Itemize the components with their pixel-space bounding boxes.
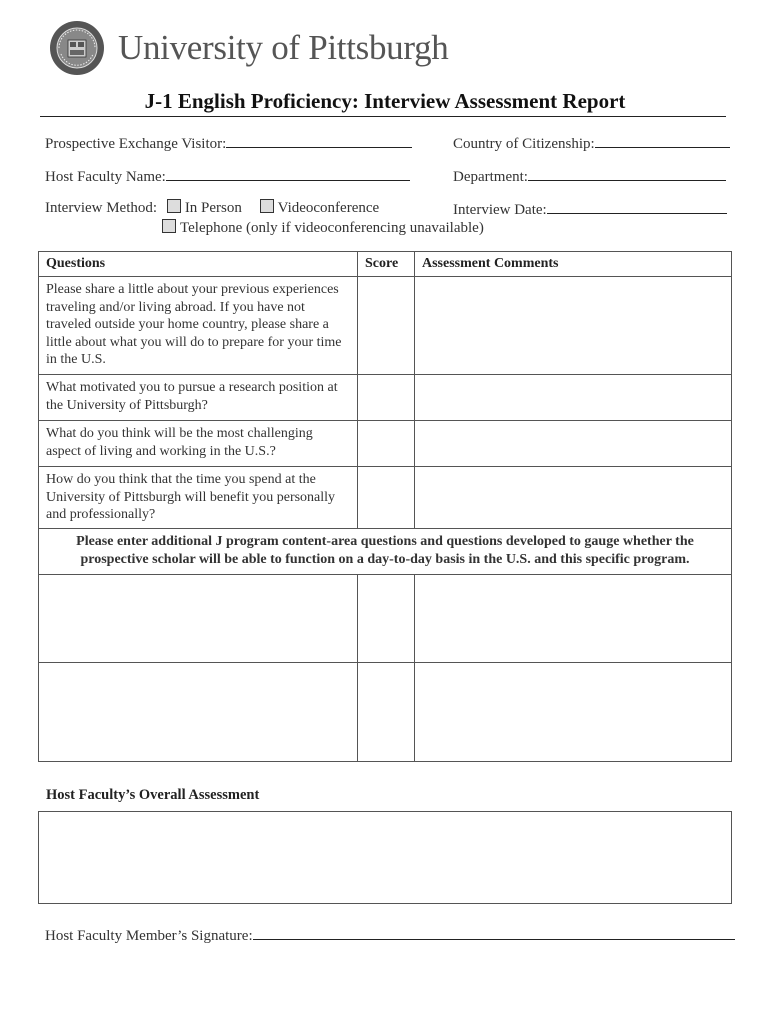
table-header-row <box>39 252 732 277</box>
country-label: Country of Citizenship: <box>453 136 595 152</box>
interview-method-label: Interview Method: <box>45 200 158 216</box>
comments-cell[interactable] <box>415 575 732 663</box>
signature-field[interactable] <box>45 925 735 945</box>
table-row <box>39 467 732 529</box>
comments-cell[interactable] <box>415 467 732 529</box>
signature-label: Host Faculty Member’s Signature: <box>45 928 253 944</box>
videoconference-checkbox[interactable] <box>260 199 274 213</box>
table-row <box>39 421 732 467</box>
score-cell[interactable] <box>358 375 415 421</box>
score-cell[interactable] <box>358 421 415 467</box>
comments-cell[interactable] <box>415 421 732 467</box>
interview-date-field[interactable] <box>453 199 727 219</box>
signature-line[interactable] <box>253 925 735 940</box>
department-label: Department: <box>453 169 528 185</box>
comments-cell[interactable] <box>415 375 732 421</box>
questions-table <box>38 251 732 762</box>
table-row <box>39 375 732 421</box>
comments-cell[interactable] <box>415 277 732 375</box>
table-row <box>39 575 732 663</box>
prospective-visitor-field[interactable] <box>45 133 412 153</box>
department-line[interactable] <box>528 166 726 181</box>
host-faculty-line[interactable] <box>166 166 410 181</box>
comments-cell[interactable] <box>415 663 732 762</box>
overall-assessment-title: Host Faculty’s Overall Assessment <box>46 787 260 803</box>
question-text: What do you think will be the most challenging aspect of living and working in the U.S.? <box>39 421 358 467</box>
score-cell[interactable] <box>358 575 415 663</box>
overall-assessment-box[interactable] <box>38 811 732 904</box>
university-name: University of Pittsburgh <box>118 28 449 67</box>
table-row <box>39 663 732 762</box>
department-field[interactable] <box>453 166 726 186</box>
country-line[interactable] <box>595 133 730 148</box>
instructions-row <box>39 529 732 575</box>
questions-header: Questions <box>39 252 358 277</box>
title-divider <box>40 116 726 117</box>
host-faculty-field[interactable] <box>45 166 410 186</box>
interview-date-label: Interview Date: <box>453 202 547 218</box>
prospective-visitor-line[interactable] <box>226 133 412 148</box>
page-title: J-1 English Proficiency: Interview Assessment Report <box>144 89 626 113</box>
custom-question-cell[interactable] <box>39 575 358 663</box>
custom-question-cell[interactable] <box>39 663 358 762</box>
question-text: How do you think that the time you spend at the University of Pittsburgh will benefit you personally and professionally? <box>39 467 358 529</box>
table-row <box>39 277 732 375</box>
telephone-checkbox[interactable] <box>162 219 176 233</box>
telephone-option <box>162 219 484 237</box>
university-seal-logo <box>49 20 105 76</box>
score-header: Score <box>358 252 415 277</box>
question-text: What motivated you to pursue a research position at the University of Pittsburgh? <box>39 375 358 421</box>
host-faculty-label: Host Faculty Name: <box>45 169 166 185</box>
interview-date-line[interactable] <box>547 199 727 214</box>
score-cell[interactable] <box>358 663 415 762</box>
interview-method-row <box>45 199 379 217</box>
in-person-label: In Person <box>184 200 242 216</box>
score-cell[interactable] <box>358 467 415 529</box>
videoconference-label: Videoconference <box>277 200 380 216</box>
prospective-visitor-label: Prospective Exchange Visitor: <box>45 136 227 152</box>
additional-questions-note: Please enter additional J program content-area questions and questions developed to gauge whether the prospective scholar will be able to function on a day-to-day basis in the U.S. and this specific program. <box>39 529 732 575</box>
question-text: Please share a little about your previous experiences traveling and/or living abroad. If you have not traveled outside your home country, please share a little about what you will do to prepare for your time in the U.S. <box>39 277 358 375</box>
score-cell[interactable] <box>358 277 415 375</box>
country-field[interactable] <box>453 133 730 153</box>
telephone-label: Telephone (only if videoconferencing unavailable) <box>180 220 484 236</box>
in-person-checkbox[interactable] <box>167 199 181 213</box>
comments-header: Assessment Comments <box>415 252 732 277</box>
